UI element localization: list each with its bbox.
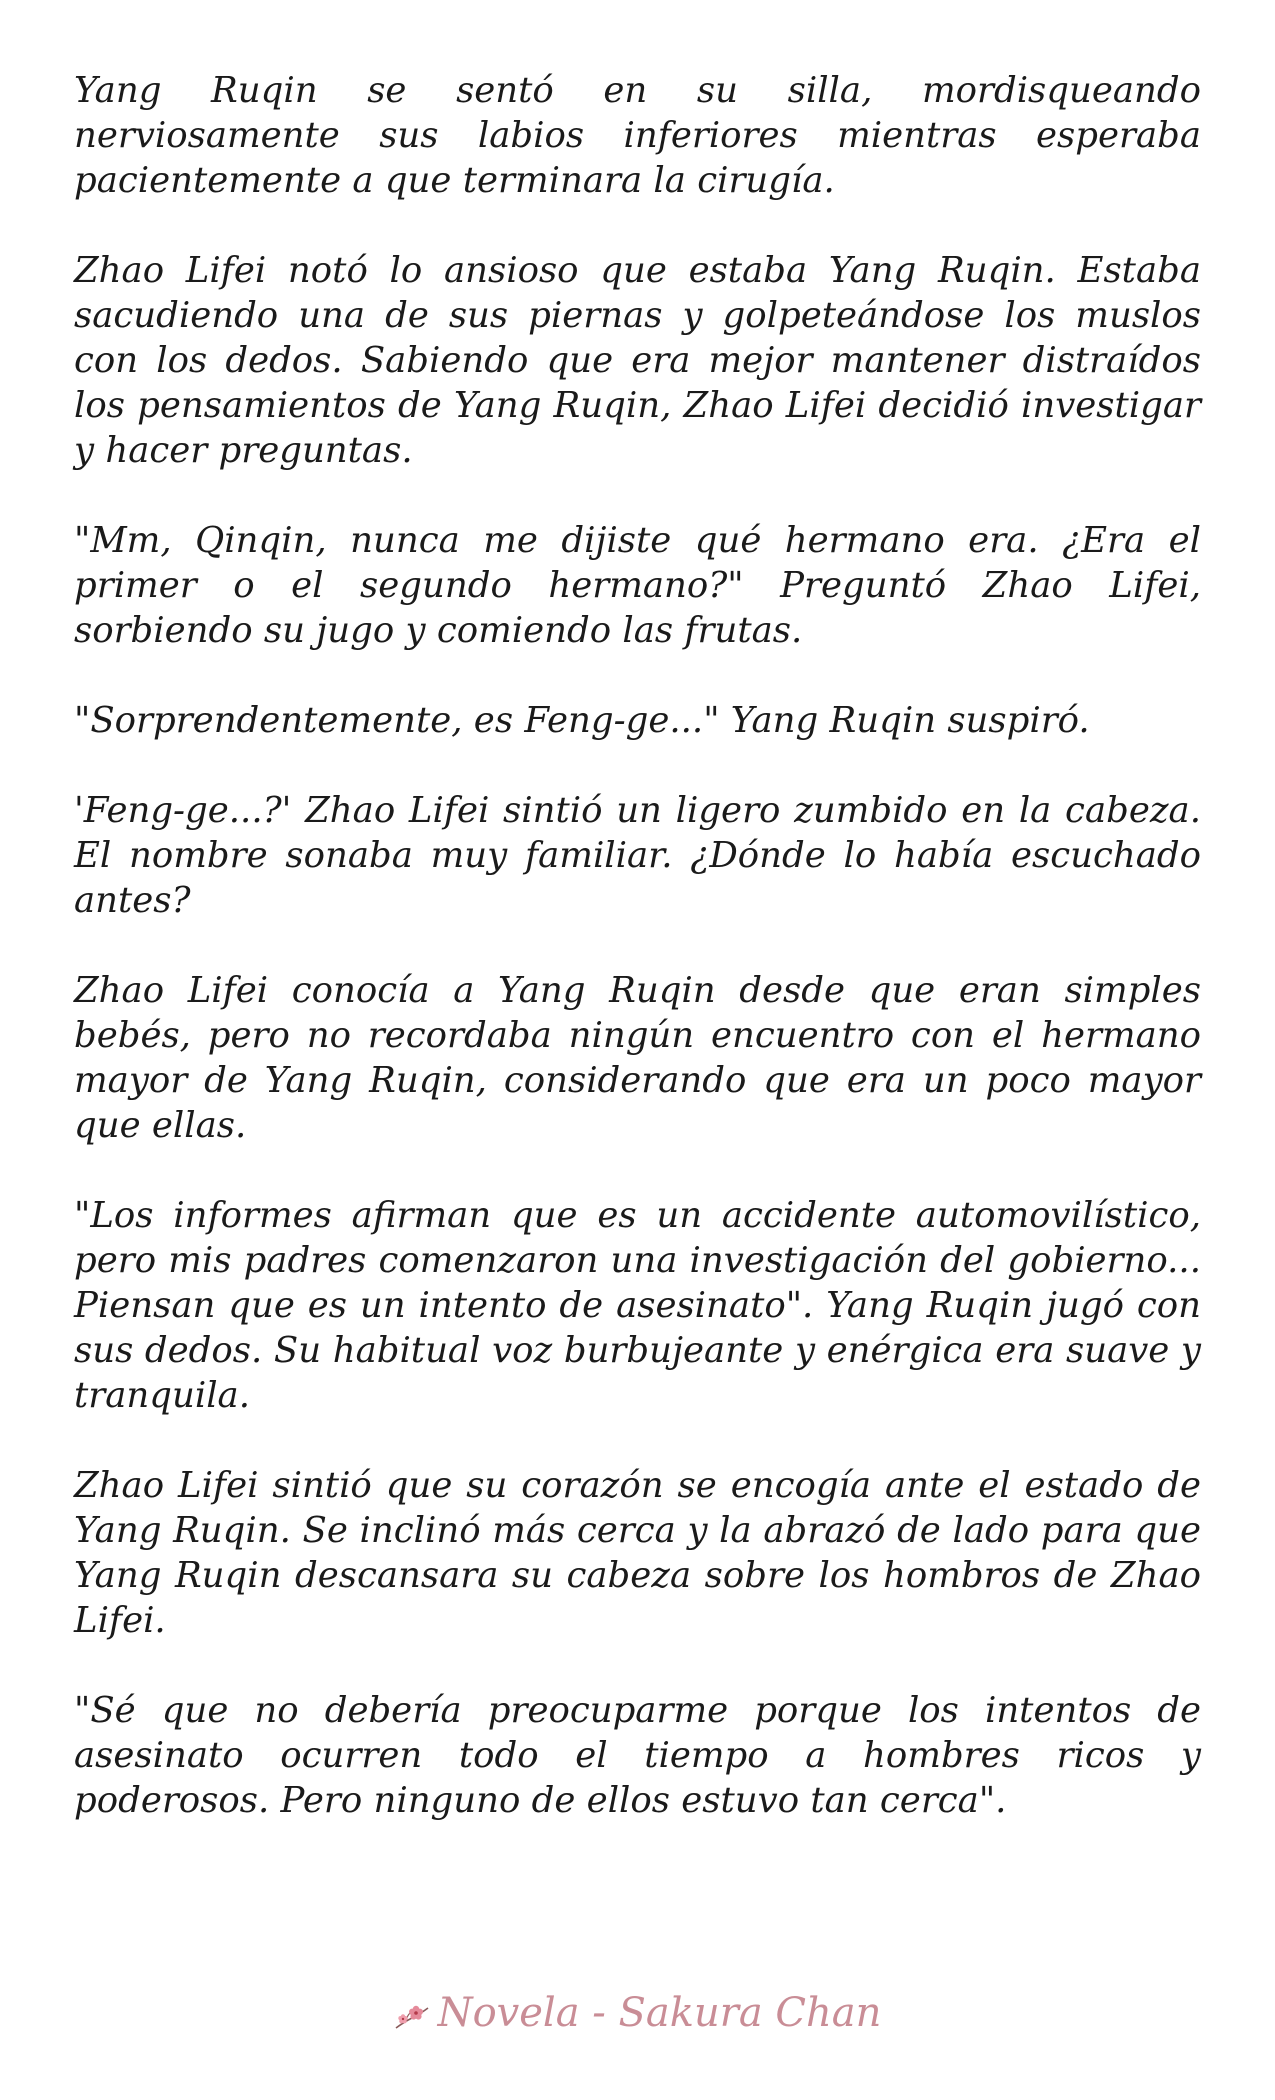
paragraph: 'Feng-ge...?' Zhao Lifei sintió un ligero zumbido en la cabeza. El nombre sonaba muy familiar. ¿Dónde lo había escuchado antes? [74,790,1201,921]
paragraph: Yang Ruqin se sentó en su silla, mordisqueando nerviosamente sus labios inferiores mientras esperaba pacientemente a que terminara la cirugía. [74,70,1201,201]
paragraph: "Mm, Qinqin, nunca me dijiste qué hermano era. ¿Era el primer o el segundo hermano?" Preguntó Zhao Lifei, sorbiendo su jugo y comiendo las frutas. [74,520,1201,651]
paragraph: "Sé que no debería preocuparme porque los intentos de asesinato ocurren todo el tiempo a hombres ricos y poderosos. Pero ninguno de ellos estuvo tan cerca". [74,1690,1201,1821]
paragraph: "Los informes afirman que es un accidente automovilístico, pero mis padres comenzaron una investigación del gobierno... Piensan que es un intento de asesinato". Yang Ruqin jugó con sus dedos. Su habitual voz burbujeante y enérgica era suave y tranquila. [74,1195,1201,1416]
paragraph: "Sorprendentemente, es Feng-ge..." Yang Ruqin suspiró. [74,700,1090,741]
footer-watermark [0,1985,1275,2038]
paragraph: Zhao Lifei sintió que su corazón se encogía ante el estado de Yang Ruqin. Se inclinó más cerca y la abrazó de lado para que Yang Ruqin descansara su cabeza sobre los hombros de Zhao Lifei. [74,1465,1201,1641]
paragraph: Zhao Lifei conocía a Yang Ruqin desde que eran simples bebés, pero no recordaba ningún encuentro con el hermano mayor de Yang Ruqin, considerando que era un poco mayor que ellas. [74,970,1201,1146]
document-body [74,68,1201,1868]
footer-text: Novela - Sakura Chan [437,1990,882,2036]
sakura-blossom-icon [394,1994,432,2024]
paragraph: Zhao Lifei notó lo ansioso que estaba Yang Ruqin. Estaba sacudiendo una de sus piernas y golpeteándose los muslos con los dedos. Sabiendo que era mejor mantener distraídos los pensamientos de Yang Ruqin, Zhao Lifei decidió investigar y hacer preguntas. [74,250,1201,471]
